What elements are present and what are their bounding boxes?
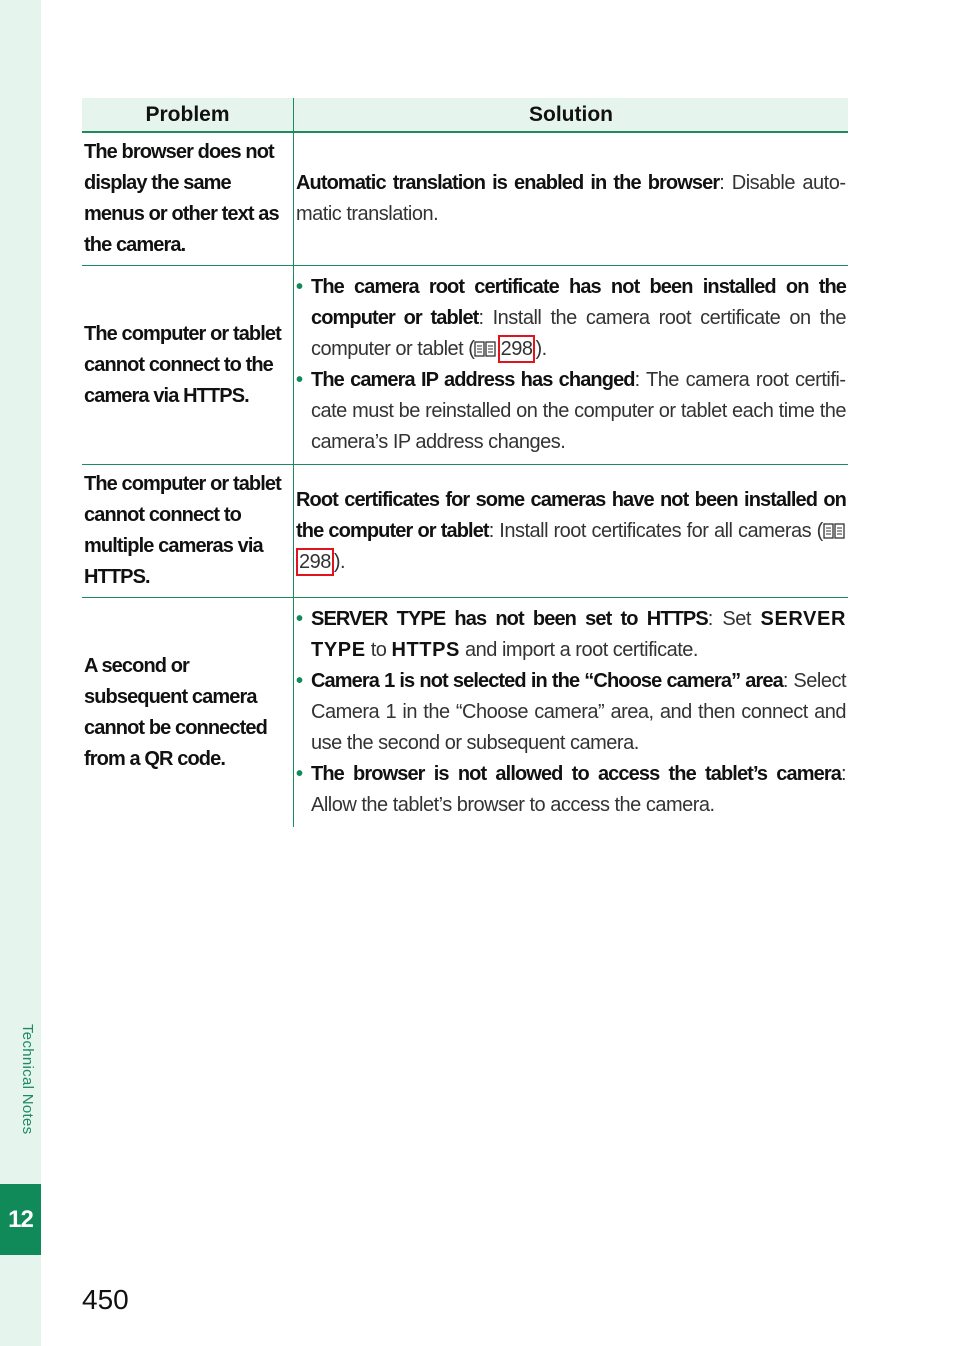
bullet-icon: • <box>296 276 303 298</box>
menu-item-server-type: SERVER TYPE <box>311 608 846 661</box>
solution-text: : The camera root certificate must be reinstalled on the computer or tablet each time the camera’s IP address changes. <box>311 369 846 453</box>
table-header-row <box>82 98 848 132</box>
solution-cause: Root certificates for some cameras have not been installed on the computer or tablet <box>296 488 846 542</box>
solution-text: : Install the camera root certificate on the computer or tablet ( <box>311 307 846 360</box>
header-solution: Solution <box>294 98 849 132</box>
menu-option-https: HTTPS <box>391 639 460 661</box>
chapter-tab[interactable]: 12 <box>0 1184 41 1255</box>
solution-cell <box>294 266 849 465</box>
list-item <box>296 666 846 759</box>
solution-list <box>296 604 846 821</box>
header-problem: Problem <box>82 98 294 132</box>
solution-cause: Automatic translation is enabled in the browser <box>296 172 720 194</box>
solution-cell <box>294 598 849 828</box>
list-item <box>296 365 846 458</box>
solution-text: to <box>365 639 392 661</box>
solution-cause: The camera IP address has changed <box>311 369 635 391</box>
solution-text: : Allow the tablet’s browser to access the camera. <box>311 763 846 816</box>
book-reference-icon <box>823 523 845 539</box>
table-row <box>82 465 848 598</box>
solution-list <box>296 272 846 458</box>
bullet-icon: • <box>296 670 303 692</box>
table-row <box>82 266 848 465</box>
solution-text: : Set <box>707 608 761 630</box>
page-number: 450 <box>82 1284 129 1315</box>
problem-cell: The browser does not display the same menus or other text as the camera. <box>82 132 294 266</box>
solution-text: and import a root certificate. <box>460 639 698 661</box>
list-item <box>296 272 846 365</box>
solution-cause: The camera root certificate has not been installed on the computer or tablet <box>311 276 846 329</box>
bullet-icon: • <box>296 608 303 630</box>
problem-cell: The computer or tablet cannot connect to the camera via HTTPS. <box>82 266 294 465</box>
solution-cell <box>294 132 849 266</box>
solution-cell <box>294 465 849 598</box>
solution-text: : Select Camera 1 in the “Choose camera” area, and then connect and use the second or subsequent camera. <box>311 670 847 754</box>
solution-cause: Camera 1 is not selected in the “Choose camera” area <box>311 670 783 692</box>
solution-text: : Install root certificates for all cameras ( <box>488 519 823 542</box>
bullet-icon: • <box>296 369 303 391</box>
troubleshooting-table <box>82 98 848 827</box>
page-reference-link[interactable]: 298 <box>498 335 536 363</box>
section-label: Technical Notes <box>19 1024 36 1135</box>
problem-cell: The computer or tablet cannot connect to multiple cameras via HTTPS. <box>82 465 294 598</box>
book-reference-icon <box>474 341 496 357</box>
list-item <box>296 759 846 821</box>
solution-cause: The browser is not allowed to access the tablet’s camera <box>311 763 841 785</box>
solution-text: : Disable automatic translation. <box>296 172 846 225</box>
page-reference-link[interactable]: 298 <box>296 548 334 576</box>
list-item <box>296 604 846 666</box>
bullet-icon: • <box>296 763 303 785</box>
solution-text-after: ). <box>535 338 547 360</box>
table-row <box>82 598 848 828</box>
problem-cell: A second or subsequent camera cannot be connected from a QR code. <box>84 654 267 770</box>
solution-cause: SERVER TYPE has not been set to HTTPS <box>311 608 708 630</box>
solution-text-after: ). <box>333 550 346 573</box>
table-row <box>82 132 848 266</box>
